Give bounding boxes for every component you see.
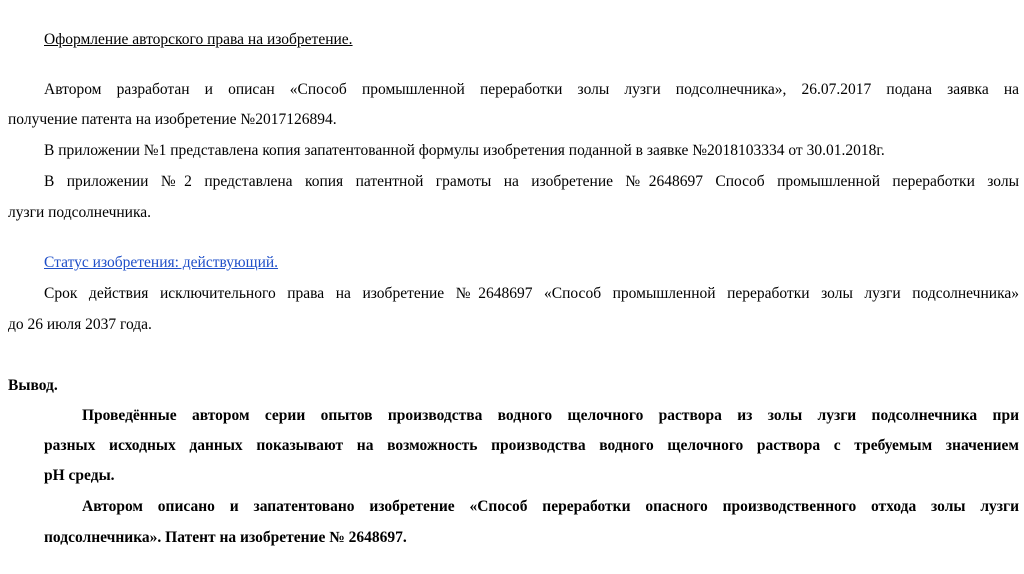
status-paragraph-line-1: Срок действия исключительного права на изобретение №2648697 «Способ промышленной переработки золы лузги подсолнечника» — [44, 285, 1019, 302]
copyright-paragraph-3-line-1: В приложении №2 представлена копия патентной грамоты на изобретение №2648697 Способ промышленной переработки золы — [44, 173, 1019, 190]
copyright-paragraph-1-line-1: Автором разработан и описан «Способ промышленной переработки золы лузги подсолнечника», 26.07.2017 подана заявка на — [44, 81, 1019, 98]
conclusion-paragraph-2-line-2: подсолнечника». Патент на изобретение № 2648697. — [44, 529, 407, 546]
copyright-paragraph-1-line-2: получение патента на изобретение №2017126894. — [8, 111, 337, 128]
copyright-paragraph-3-line-2: лузги подсолнечника. — [8, 204, 152, 221]
conclusion-paragraph-1-line-3: pH среды. — [44, 467, 115, 484]
copyright-paragraph-2: В приложении №1 представлена копия запатентованной формулы изобретения поданной в заявке №2018103334 от 30.01.2018г. — [44, 142, 885, 159]
conclusion-heading: Вывод. — [8, 377, 58, 394]
conclusion-paragraph-2-line-1: Автором описано и запатентовано изобретение «Способ переработки опасного производственного отхода золы лузги — [82, 498, 1019, 515]
conclusion-paragraph-1-line-1: Проведённые автором серии опытов производства водного щелочного раствора из золы лузги подсолнечника при — [82, 407, 1019, 424]
status-paragraph-line-2: до 26 июля 2037 года. — [8, 316, 152, 333]
status-link[interactable]: Статус изобретения: действующий. — [44, 254, 279, 271]
conclusion-paragraph-1-line-2: разных исходных данных показывают на возможность производства водного щелочного раствора с требуемым значением — [44, 437, 1019, 454]
copyright-heading: Оформление авторского права на изобретение. — [44, 31, 353, 48]
